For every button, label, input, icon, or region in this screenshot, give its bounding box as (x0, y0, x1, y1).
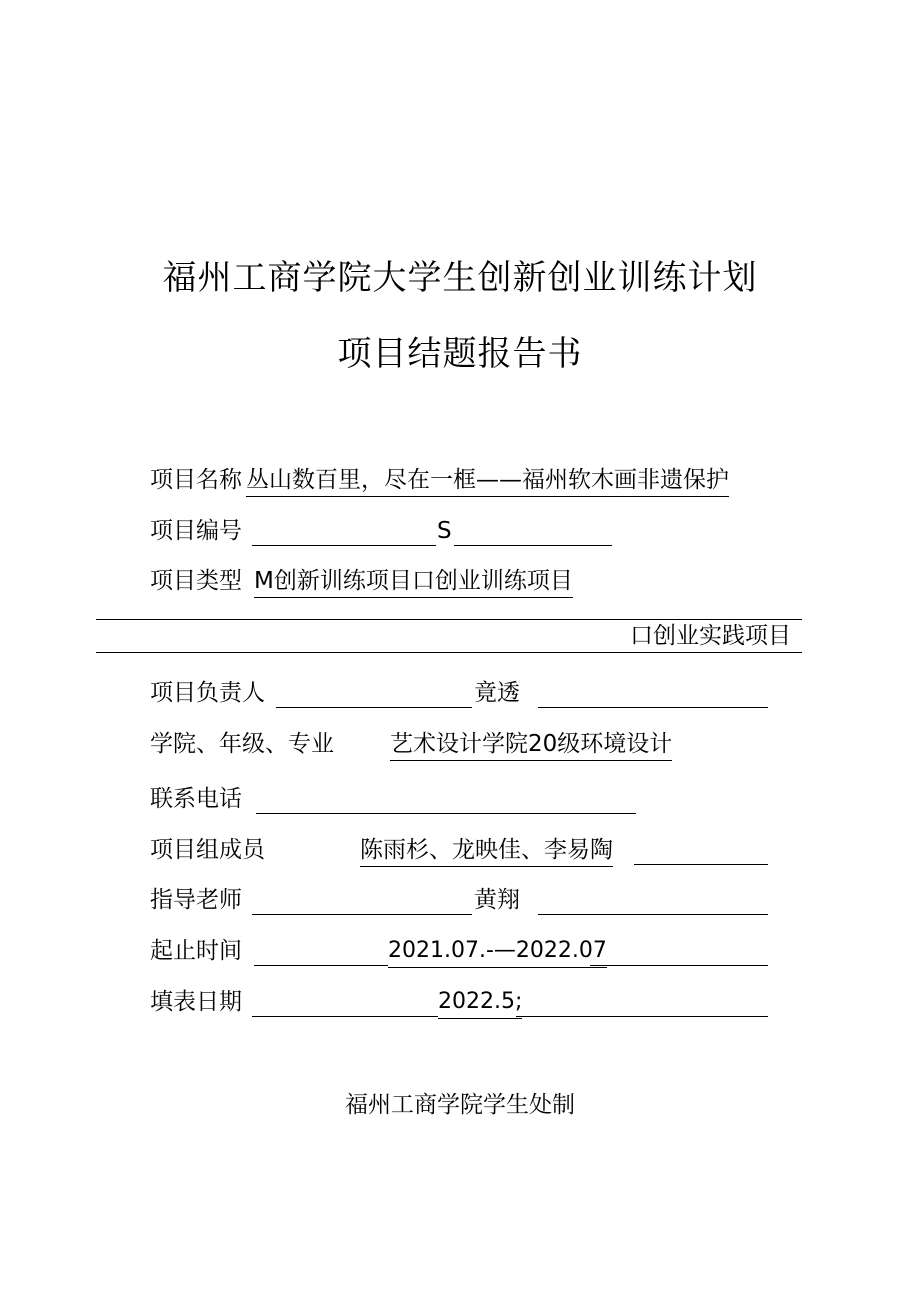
project-type-value: M创新训练项目口创业训练项目 (254, 565, 573, 598)
blank-underline (634, 834, 768, 865)
field-label: 学院、年级、专业 (150, 731, 334, 757)
field-label: 项目负责人 (150, 680, 265, 706)
fill-date-value: 2022.5; (438, 986, 522, 1019)
blank-underline (254, 935, 388, 966)
blank-underline (454, 515, 612, 546)
field-label: 项目类型 (150, 568, 242, 594)
blank-underline (276, 677, 472, 708)
field-label: 联系电话 (150, 786, 242, 812)
issuer-footer: 福州工商学院学生处制 (345, 1092, 575, 1118)
document-subtitle: 项目结题报告书 (337, 334, 583, 374)
project-type-option: 口创业实践项目 (630, 623, 791, 649)
project-number-value: S (437, 518, 452, 544)
blank-underline (252, 515, 436, 546)
blank-underline (538, 677, 768, 708)
field-label: 项目组成员 (150, 837, 265, 863)
field-label: 项目名称 (150, 467, 242, 493)
members-value: 陈雨杉、龙映佳、李易陶 (360, 834, 613, 867)
advisor-value: 黄翔 (474, 887, 520, 913)
field-label: 起止时间 (150, 938, 242, 964)
field-label: 项目编号 (150, 518, 242, 544)
leader-value: 竟透 (474, 680, 520, 706)
document-title: 福州工商学院大学生创新创业训练计划 (162, 258, 758, 298)
period-value: 2021.07.-—2022.07 (388, 935, 607, 968)
project-name-value: 丛山数百里，尽在一框——福州软木画非遗保护 (246, 464, 729, 497)
blank-underline (252, 986, 438, 1017)
divider-line (96, 652, 802, 653)
blank-underline (256, 783, 636, 814)
field-label: 指导老师 (150, 887, 242, 913)
blank-underline (538, 884, 768, 915)
blank-underline (252, 884, 472, 915)
field-label: 填表日期 (150, 989, 242, 1015)
blank-underline (590, 935, 768, 966)
blank-underline (516, 986, 768, 1017)
college-value: 艺术设计学院20级环境设计 (390, 728, 672, 761)
